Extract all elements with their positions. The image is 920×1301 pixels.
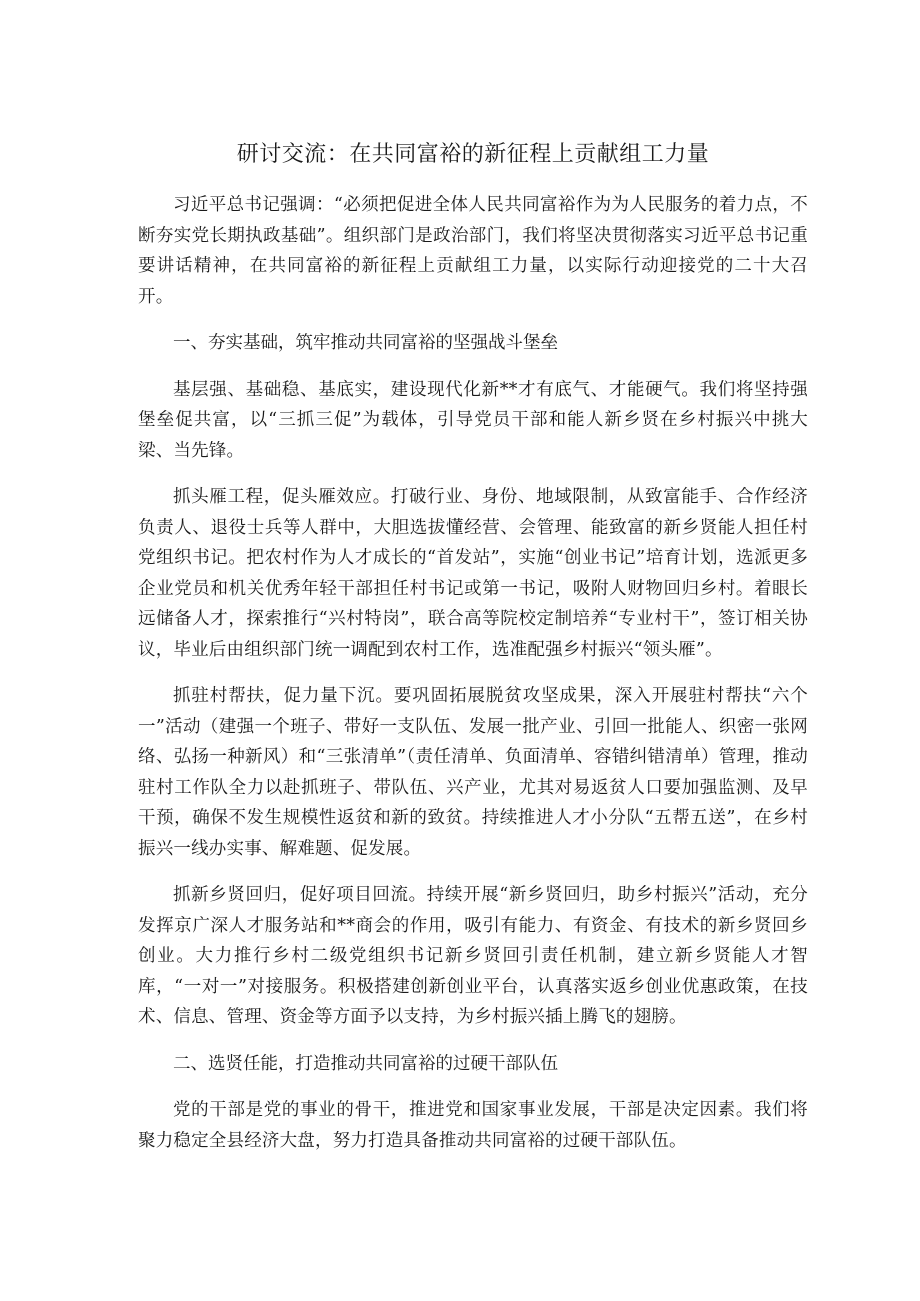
intro-paragraph: 习近平总书记强调：“必须把促进全体人民共同富裕作为为人民服务的着力点，不断夯实党长期执政基础”。组织部门是政治部门，我们将坚决贯彻落实习近平总书记重要讲话精神，在共同富裕的新征程上贡献组工力量，以实际行动迎接党的二十大召开。 — [138, 195, 808, 307]
body-paragraph: 党的干部是党的事业的骨干，推进党和国家事业发展，干部是决定因素。我们将聚力稳定全县经济大盘，努力打造具备推动共同富裕的过硬干部队伍。 — [138, 1100, 808, 1151]
body-paragraph: 基层强、基础稳、基底实，建设现代化新**才有底气、才能硬气。我们将坚持强堡垒促共富，以“三抓三促”为载体，引导党员干部和能人新乡贤在乡村振兴中挑大梁、当先锋。 — [138, 379, 808, 461]
body-paragraph: 抓驻村帮扶，促力量下沉。要巩固拓展脱贫攻坚成果，深入开展驻村帮扶“六个一”活动（建强一个班子、带好一支队伍、发展一批产业、引回一批能人、织密一张网络、弘扬一种新风）和“三张清单”（责任清单、负面清单、容错纠错清单）管理，推动驻村工作队全力以赴抓班子、带队伍、兴产业，尤其对易返贫人口要加强监测、及早干预，确保不发生规模性返贫和新的致贫。持续推进人才小分队“五帮五送”，在乡村振兴一线办实事、解难题、促发展。 — [138, 686, 808, 859]
section-heading-1: 一、夯实基础，筑牢推动共同富裕的坚强战斗堡垒 — [173, 333, 558, 353]
body-paragraph: 抓新乡贤回归，促好项目回流。持续开展“新乡贤回归，助乡村振兴”活动，充分发挥京广深人才服务站和**商会的作用，吸引有能力、有资金、有技术的新乡贤回乡创业。大力推行乡村二级党组织书记新乡贤回引责任机制，建立新乡贤能人才智库，“一对一”对接服务。积极搭建创新创业平台，认真落实返乡创业优惠政策，在技术、信息、管理、资金等方面予以支持，为乡村振兴插上腾飞的翅膀。 — [138, 885, 808, 1027]
document-title: 研讨交流：在共同富裕的新征程上贡献组工力量 — [236, 142, 710, 167]
section-heading-2: 二、选贤任能，打造推动共同富裕的过硬干部队伍 — [173, 1053, 558, 1074]
body-paragraph: 抓头雁工程，促头雁效应。打破行业、身份、地域限制，从致富能手、合作经济负责人、退役士兵等人群中，大胆选拔懂经营、会管理、能致富的新乡贤能人担任村党组织书记。把农村作为人才成长的“首发站”，实施“创业书记”培育计划，选派更多企业党员和机关优秀年轻干部担任村书记或第一书记，吸附人财物回归乡村。着眼长远储备人才，探索推行“兴村特岗”，联合高等院校定制培养“专业村干”，签订相关协议，毕业后由组织部门统一调配到农村工作，选准配强乡村振兴“领头雁”。 — [138, 487, 808, 660]
